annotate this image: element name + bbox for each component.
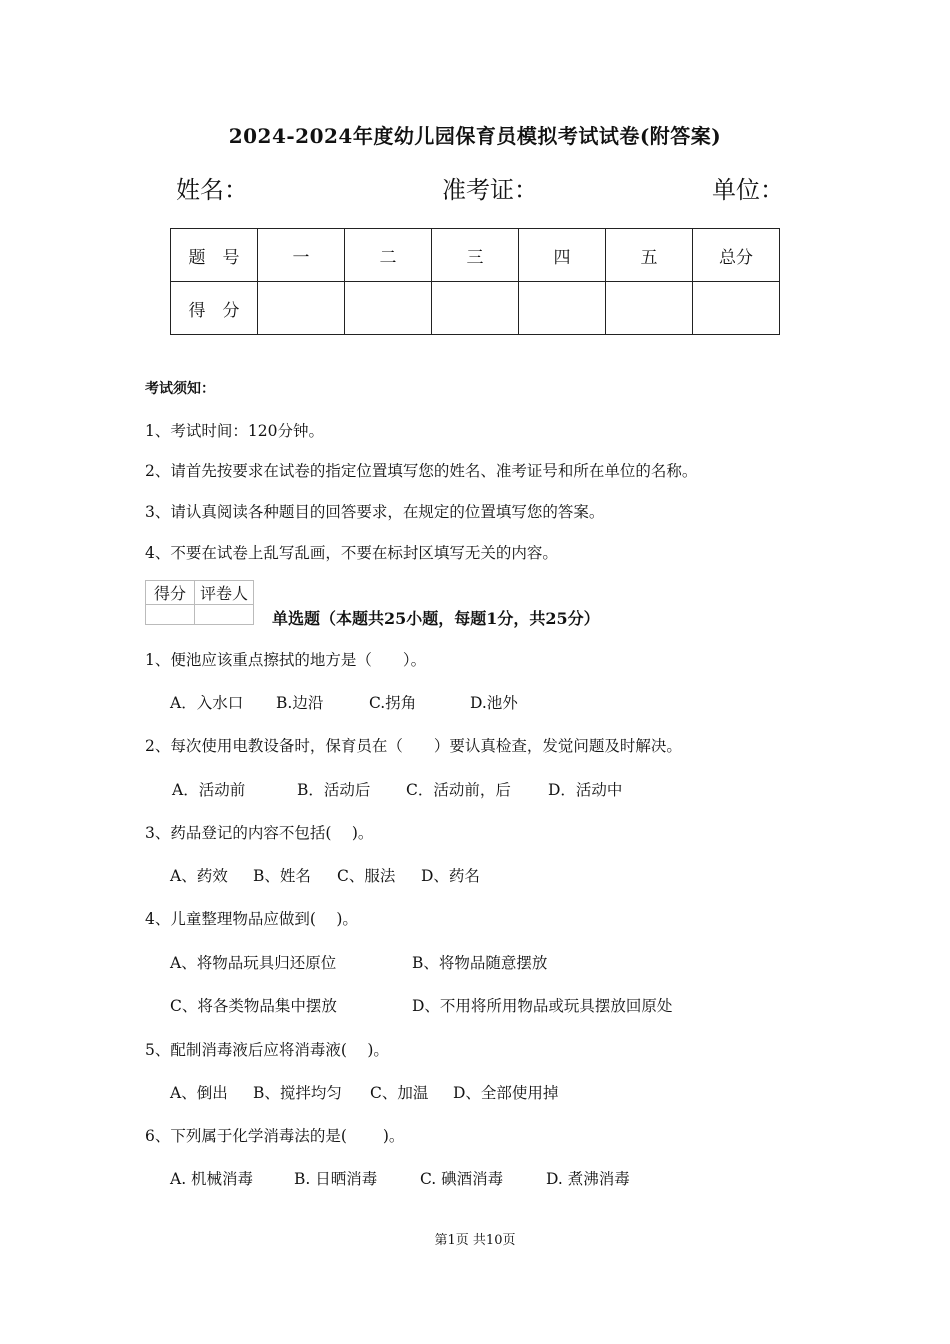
option: C.拐角 xyxy=(369,694,417,712)
option: C、将各类物品集中摆放 xyxy=(170,997,337,1015)
grader-score-cell[interactable] xyxy=(146,605,195,625)
score-cell[interactable] xyxy=(258,282,345,335)
note-item: 3、请认真阅读各种题目的回答要求，在规定的位置填写您的答案。 xyxy=(145,503,605,521)
option: C、服法 xyxy=(337,867,396,885)
header-cell: 五 xyxy=(606,229,693,282)
option: D．活动中 xyxy=(548,781,623,799)
header-cell: 二 xyxy=(345,229,432,282)
grader-box xyxy=(145,580,254,625)
option: B、将物品随意摆放 xyxy=(412,954,548,972)
option: A、倒出 xyxy=(170,1084,228,1102)
option: D.池外 xyxy=(470,694,518,712)
grader-score-label: 得分 xyxy=(146,581,195,605)
score-cell[interactable] xyxy=(432,282,519,335)
question-stem: 6、下列属于化学消毒法的是( )。 xyxy=(145,1127,405,1145)
header-cell: 总分 xyxy=(693,229,780,282)
grader-name-cell[interactable] xyxy=(195,605,254,625)
option: B. 日晒消毒 xyxy=(294,1170,378,1188)
header-cell: 四 xyxy=(519,229,606,282)
option: A、将物品玩具归还原位 xyxy=(170,954,337,972)
option: B.边沿 xyxy=(276,694,324,712)
section-title: 单选题（本题共25小题，每题1分，共25分） xyxy=(272,609,600,628)
option: D、药名 xyxy=(421,867,480,885)
option: D、全部使用掉 xyxy=(453,1084,559,1102)
option: C、加温 xyxy=(370,1084,429,1102)
question-stem: 2、每次使用电教设备时，保育员在（ ）要认真检查，发觉问题及时解决。 xyxy=(145,737,682,755)
option: C．活动前，后 xyxy=(406,781,511,799)
option: A．活动前 xyxy=(172,781,246,799)
option: A、药效 xyxy=(170,867,228,885)
exam-id-label: 准考证： xyxy=(442,176,538,204)
question-stem: 4、儿童整理物品应做到( )。 xyxy=(145,910,358,928)
question-stem: 3、药品登记的内容不包括( )。 xyxy=(145,824,374,842)
header-cell: 三 xyxy=(432,229,519,282)
score-row-label: 得 分 xyxy=(171,282,258,335)
score-table-header-row xyxy=(171,229,780,282)
option: B、姓名 xyxy=(253,867,311,885)
option: D、不用将所用物品或玩具摆放回原处 xyxy=(412,997,673,1015)
option: B、搅拌均匀 xyxy=(253,1084,342,1102)
score-cell[interactable] xyxy=(519,282,606,335)
note-item: 1、考试时间：120分钟。 xyxy=(145,422,324,440)
page-title: 2024-2024年度幼儿园保育员模拟考试试卷(附答案) xyxy=(228,124,722,148)
score-cell[interactable] xyxy=(693,282,780,335)
name-label: 姓名： xyxy=(176,176,248,204)
note-item: 2、请首先按要求在试卷的指定位置填写您的姓名、准考证号和所在单位的名称。 xyxy=(145,462,698,480)
grader-name-label: 评卷人 xyxy=(195,581,254,605)
option: A. 机械消毒 xyxy=(170,1170,254,1188)
note-item: 4、不要在试卷上乱写乱画，不要在标封区填写无关的内容。 xyxy=(145,544,558,562)
unit-label: 单位： xyxy=(712,176,784,204)
option: B．活动后 xyxy=(297,781,371,799)
option: C. 碘酒消毒 xyxy=(420,1170,504,1188)
score-table-score-row xyxy=(171,282,780,335)
question-stem: 5、配制消毒液后应将消毒液( )。 xyxy=(145,1041,389,1059)
score-cell[interactable] xyxy=(345,282,432,335)
page-footer: 第1页 共10页 xyxy=(434,1233,516,1248)
header-cell: 一 xyxy=(258,229,345,282)
score-cell[interactable] xyxy=(606,282,693,335)
option: D. 煮沸消毒 xyxy=(546,1170,630,1188)
score-table xyxy=(170,228,780,335)
question-stem: 1、便池应该重点擦拭的地方是（ ）。 xyxy=(145,651,427,669)
header-cell: 题 号 xyxy=(171,229,258,282)
notes-heading: 考试须知： xyxy=(145,381,215,397)
option: A．入水口 xyxy=(170,694,244,712)
